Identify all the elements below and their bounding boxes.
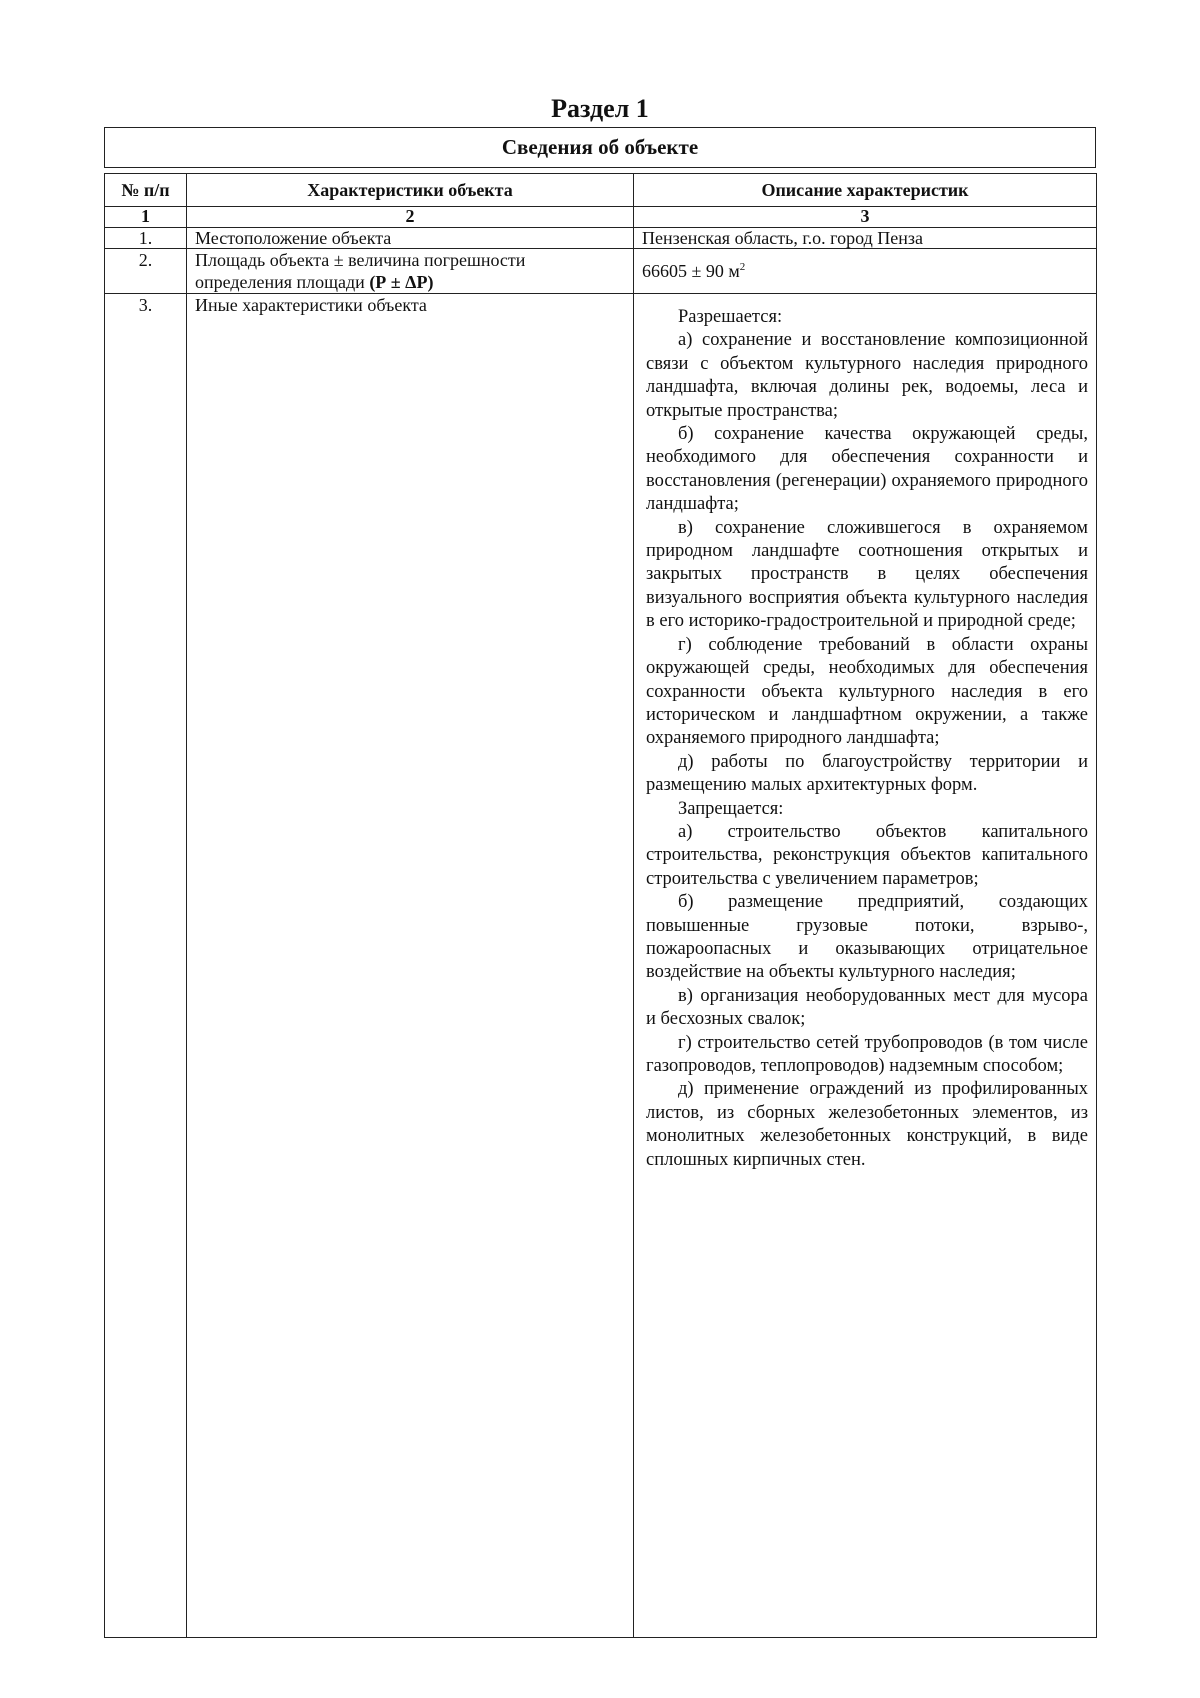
value-cell xyxy=(634,249,1097,294)
description-paragraph: б) сохранение качества окружающей среды, необходимого для обеспечения сохранности и восстановления (регенерации) охраняемого природного ландшафта; xyxy=(646,424,1088,515)
description-paragraph: а) строительство объектов капитального строительства, реконструкция объектов капитального строительства с увеличением параметров; xyxy=(646,821,1088,889)
header-number: № п/п xyxy=(105,174,187,207)
value-cell: Пензенская область, г.о. город Пенза xyxy=(634,228,1097,249)
area-unit-exponent: 2 xyxy=(739,261,746,273)
description-paragraph: г) соблюдение требований в области охраны окружающей среды, необходимых для обеспечения сохранности объекта культурного наследия в его историческом и ландшафтном окружении, а также охраняемого природного ландшафта; xyxy=(646,634,1088,749)
characteristic-line: Площадь объекта ± величина погрешности xyxy=(195,250,526,270)
row-number: 1. xyxy=(105,228,187,249)
description-paragraph: в) сохранение сложившегося в охраняемом природном ландшафте соотношения открытых и закрытых пространств в целях обеспечения визуального восприятия объекта культурного наследия в его историко-градостроительной и природной среде; xyxy=(646,517,1088,632)
table-row xyxy=(105,249,1097,294)
description-paragraph: а) сохранение и восстановление композиционной связи с объектом культурного наследия природного ландшафта, включая долины рек, водоемы, леса и открытые пространства; xyxy=(646,330,1088,421)
page-title: Раздел 1 xyxy=(551,94,649,123)
description-paragraph: Запрещается: xyxy=(678,798,784,819)
column-number: 3 xyxy=(634,207,1097,228)
table-row xyxy=(105,294,1097,1638)
object-info-table xyxy=(104,173,1097,1638)
column-number-row xyxy=(105,207,1097,228)
characteristic-cell: Местоположение объекта xyxy=(187,228,634,249)
characteristic-cell xyxy=(187,249,634,294)
description-paragraph: в) организация необорудованных мест для мусора и бесхозных свалок; xyxy=(646,985,1088,1030)
header-characteristic: Характеристики объекта xyxy=(187,174,634,207)
area-value: 66605 ± 90 м xyxy=(642,261,740,281)
description-paragraph: г) строительство сетей трубопроводов (в том числе газопроводов, теплопроводов) надземным способом; xyxy=(646,1032,1088,1076)
characteristic-line xyxy=(195,271,625,293)
description-text xyxy=(642,294,1088,1172)
description-paragraph: д) применение ограждений из профилированных листов, из сборных железобетонных элементов, из монолитных железобетонных конструкций, в виде сплошных кирпичных стен. xyxy=(646,1079,1088,1170)
column-number: 2 xyxy=(187,207,634,228)
description-paragraph: Разрешается: xyxy=(678,307,783,327)
header-row xyxy=(105,174,1097,207)
table-row xyxy=(105,228,1097,249)
row-number: 3. xyxy=(105,294,187,1638)
description-paragraph: д) работы по благоустройству территории и размещению малых архитектурных форм. xyxy=(646,751,1088,796)
characteristic-cell: Иные характеристики объекта xyxy=(187,294,634,1638)
column-number: 1 xyxy=(105,207,187,228)
section-header: Сведения об объекте xyxy=(104,127,1096,168)
row-number: 2. xyxy=(105,249,187,294)
characteristic-text: определения площади xyxy=(195,272,365,292)
description-paragraph: б) размещение предприятий, создающих повышенные грузовые потоки, взрыво-, пожароопасных и оказывающих отрицательное воздействие на объекты культурного наследия; xyxy=(646,892,1088,983)
header-description: Описание характеристик xyxy=(634,174,1097,207)
description-cell xyxy=(634,294,1097,1638)
area-formula: (Р ± ΔР) xyxy=(369,272,434,292)
